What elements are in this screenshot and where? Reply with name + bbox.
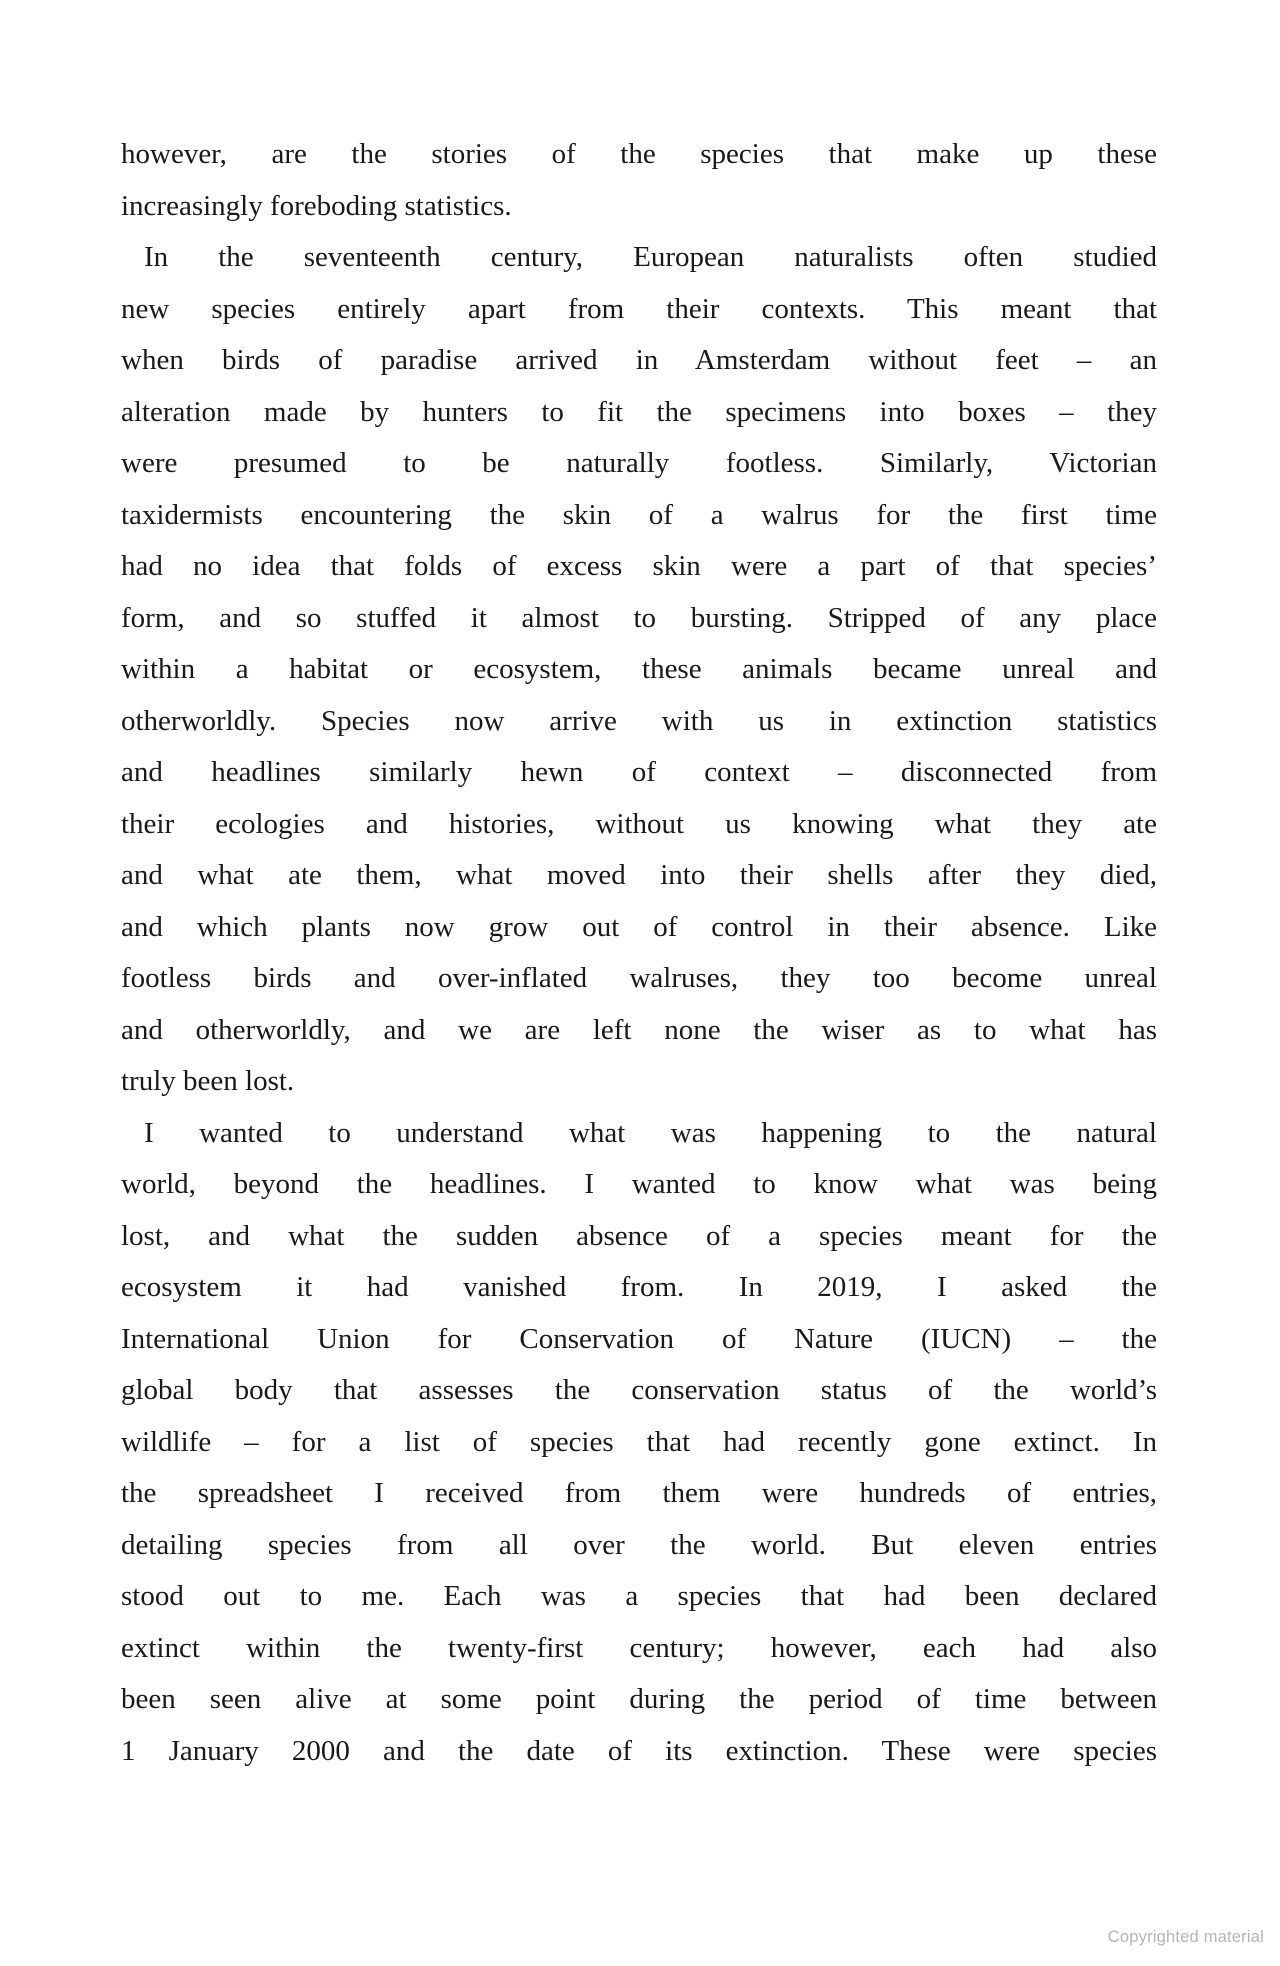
text-line: taxidermists encountering the skin of a walrus for the first time — [121, 498, 1157, 531]
text-line: I wanted to understand what was happening to the natural — [144, 1116, 1157, 1149]
text-line: footless birds and over-inflated walruses, they too become unreal — [121, 962, 1157, 994]
page-text — [121, 129, 1157, 1777]
text-line: and what ate them, what moved into their shells after they died, — [121, 859, 1157, 891]
text-line: detailing species from all over the world. But eleven entries — [121, 1528, 1157, 1561]
text-line: International Union for Conservation of Nature (IUCN) – the — [121, 1322, 1157, 1355]
paragraph — [121, 129, 1157, 232]
text-line: In the seventeenth century, European naturalists often studied — [144, 241, 1157, 273]
text-line: their ecologies and histories, without us knowing what they ate — [121, 807, 1157, 840]
text-line: 1 January 2000 and the date of its extinction. These were species — [121, 1734, 1157, 1767]
text-line: extinct within the twenty-first century; however, each had also — [121, 1631, 1157, 1664]
text-line: ecosystem it had vanished from. In 2019, I asked the — [121, 1271, 1157, 1303]
text-line: otherworldly. Species now arrive with us in extinction statistics — [121, 704, 1157, 737]
text-line: and otherworldly, and we are left none the wiser as to what has — [121, 1013, 1157, 1046]
text-line: when birds of paradise arrived in Amsterdam without feet – an — [121, 344, 1157, 376]
text-line: within a habitat or ecosystem, these animals became unreal and — [121, 653, 1157, 685]
paragraph — [121, 1108, 1157, 1778]
text-line: truly been lost. — [121, 1065, 295, 1097]
text-line: been seen alive at some point during the period of time between — [121, 1683, 1157, 1715]
text-line: however, are the stories of the species that make up these — [121, 138, 1157, 170]
copyright-watermark: Copyrighted material — [1107, 1928, 1264, 1946]
text-line: and headlines similarly hewn of context – disconnected from — [121, 756, 1157, 788]
text-line: new species entirely apart from their contexts. This meant that — [121, 292, 1157, 325]
text-line: world, beyond the headlines. I wanted to know what was being — [121, 1168, 1157, 1200]
text-line: lost, and what the sudden absence of a species meant for the — [121, 1219, 1157, 1252]
text-line: the spreadsheet I received from them were hundreds of entries, — [121, 1477, 1157, 1509]
text-line: alteration made by hunters to fit the specimens into boxes – they — [121, 395, 1157, 428]
text-line: and which plants now grow out of control in their absence. Like — [121, 910, 1157, 943]
text-line: global body that assesses the conservation status of the world’s — [121, 1374, 1157, 1406]
text-line: wildlife – for a list of species that had recently gone extinct. In — [121, 1425, 1157, 1458]
text-line: form, and so stuffed it almost to bursting. Stripped of any place — [121, 601, 1157, 634]
text-line: were presumed to be naturally footless. Similarly, Victorian — [121, 447, 1157, 479]
text-line: had no idea that folds of excess skin were a part of that species’ — [121, 550, 1157, 582]
text-line: increasingly foreboding statistics. — [121, 189, 512, 222]
text-line: stood out to me. Each was a species that had been declared — [121, 1580, 1157, 1612]
paragraph — [121, 232, 1157, 1108]
